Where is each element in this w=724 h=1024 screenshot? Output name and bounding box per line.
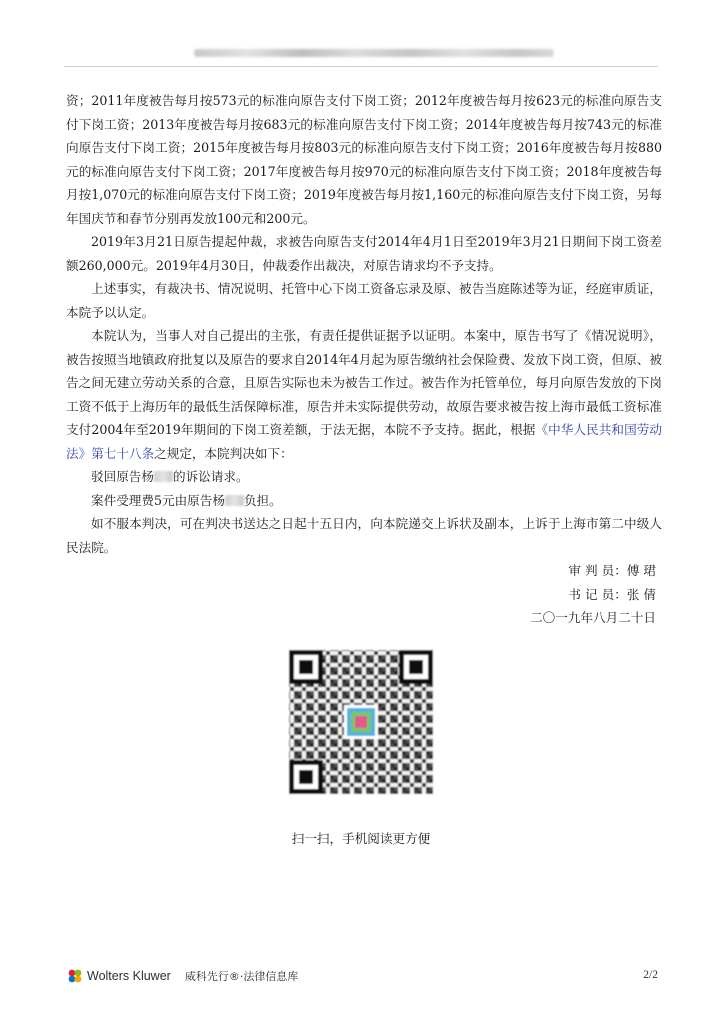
brand-name: Wolters Kluwer xyxy=(87,969,171,983)
wolters-kluwer-logo xyxy=(67,966,298,986)
fee-text: 案件受理费5元由原告杨 xyxy=(91,492,225,508)
fee-text-end: 负担。 xyxy=(243,492,282,508)
ruling-text-end: 的诉讼请求。 xyxy=(172,469,249,484)
paragraph-fee xyxy=(66,489,662,513)
page-number: 2/2 xyxy=(643,969,658,981)
clerk-signature: 书 记 员：张 倩 xyxy=(568,586,656,602)
reasoning-text-end: 之规定，本院判决如下： xyxy=(154,445,293,461)
redacted-name xyxy=(225,495,244,506)
paragraph-reasoning xyxy=(66,324,662,465)
page-header xyxy=(64,40,658,67)
wolters-kluwer-icon xyxy=(67,968,83,984)
redacted-name xyxy=(154,471,173,482)
reasoning-text: 本院认为，当事人对自己提出的主张，有责任提供证据予以证明。本案中，原告书写了《情况说明》，被告按照当地镇政府批复以及原告的要求自2014年4月起为原告缴纳社会保险费、发放下岗工资，但原、被告之间无建立劳动关系的合意，且原告实际也未为被告工作过。被告作为托管单位，每月向原告发放的下岗工资不低于上海历年的最低生活保障标准，原告并未实际提供劳动，故原告要求被告按上海市最低工资标准支付2004年至2019年期间的下岗工资差额，于法无据，本院不予支持。据此，根据 xyxy=(66,328,662,437)
paragraph-facts: 上述事实，有裁决书、情况说明、托管中心下岗工资备忘录及原、被告当庭陈述等为证，经庭审质证，本院予以认定。 xyxy=(66,281,662,320)
judgment-date: 二〇一九年八月二十日 xyxy=(530,610,656,625)
header-title-redacted xyxy=(194,49,554,57)
qr-caption: 扫一扫，手机阅读更方便 xyxy=(291,831,431,846)
judge-signature: 审 判 员：傅 珺 xyxy=(568,563,656,578)
paragraph-appeal: 如不服本判决，可在判决书送达之日起十五日内，向本院递交上诉状及副本，上诉于上海市第二中级人民法院。 xyxy=(66,516,662,555)
paragraph-wage-history: 资；2011年度被告每月按573元的标准向原告支付下岗工资；2012年度被告每月按623元的标准向原告支付下岗工资；2013年度被告每月按683元的标准向原告支付下岗工资；2014年度被告每月按743元的标准向原告支付下岗工资；2015年度被告每月按803元的标准向原告支付下岗工资；2016年度被告每月按880元的标准向原告支付下岗工资；2017年度被告每月按970元的标准向原告支付下岗工资；2018年度被告每月按1,070元的标准向原告支付下岗工资；2019年度被告每月按1,160元的标准向原告支付下岗工资，另每年国庆节和春节分别再发放100元和200元。 xyxy=(66,93,662,226)
product-name: 威科先行®·法律信息库 xyxy=(184,970,299,983)
paragraph-ruling xyxy=(66,465,662,489)
judgment-body xyxy=(66,89,662,630)
article-78-link[interactable]: 第七十八条 xyxy=(91,445,155,461)
labor-law-link[interactable]: 《中华人民共和国劳动法》 xyxy=(66,422,662,461)
paragraph-arbitration: 2019年3月21日原告提起仲裁，求被告向原告支付2014年4月1日至2019年3月21日期间下岗工资差额260,000元。2019年4月30日，仲裁委作出裁决，对原告请求均不予支持。 xyxy=(66,234,662,273)
qr-code[interactable] xyxy=(286,647,436,797)
ruling-text: 驳回原告杨 xyxy=(91,469,154,484)
